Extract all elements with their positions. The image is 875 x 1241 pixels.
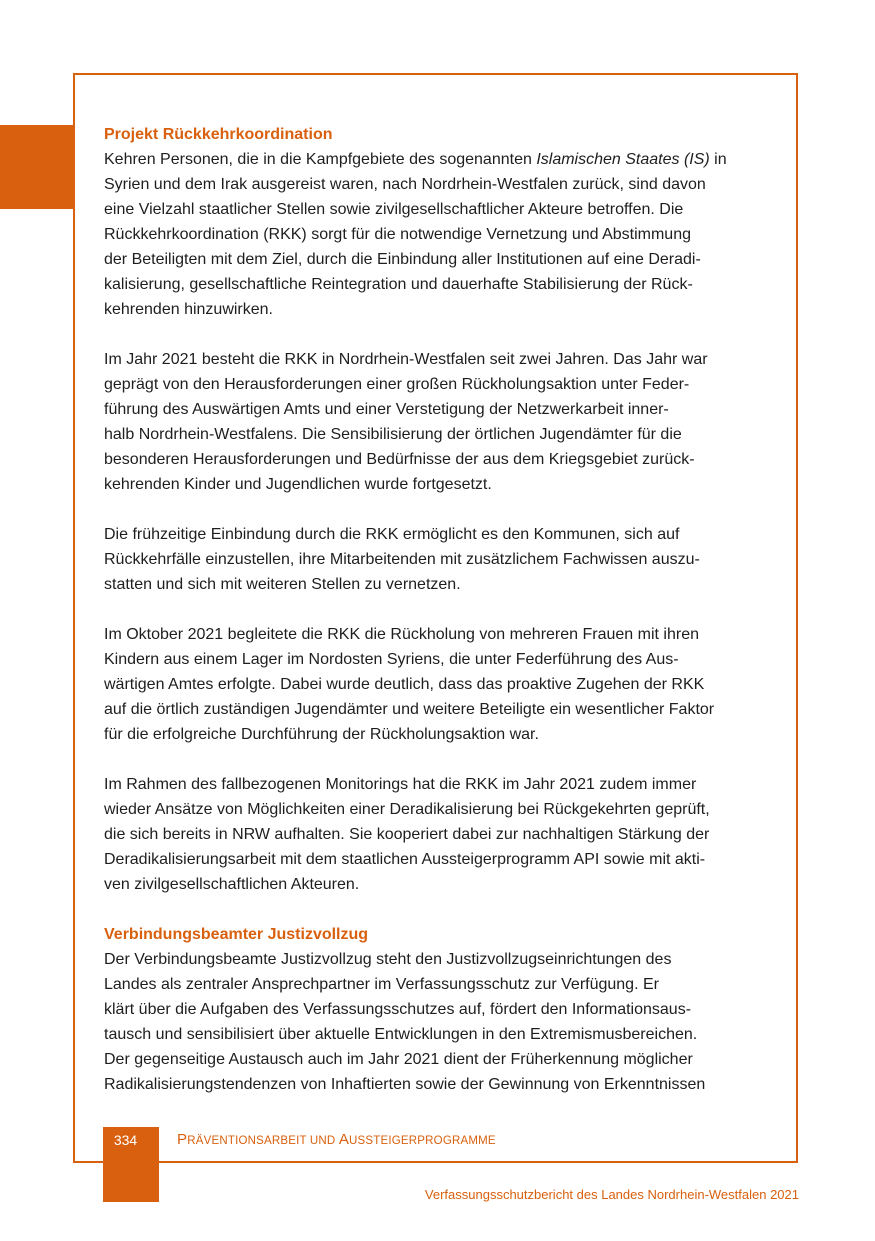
main-content bbox=[104, 122, 772, 1097]
section-heading-rueckkehrkoordination: Projekt Rückkehrkoordination bbox=[104, 126, 333, 143]
page-number: 334 bbox=[113, 1132, 138, 1148]
paragraph: Im Rahmen des fallbezogenen Monitorings hat die RKK im Jahr 2021 zudem immer wieder Ansätze von Möglichkeiten einer Deradikalisierung bei Rückgekehrten geprüft, die sich bereits in NRW aufhalten. Sie kooperiert dabei zur nachhaltigen Stärkung der Deradikalisierungsarbeit mit dem staatlichen Aussteigerprogramm API sowie mit akti- ven zivilgesellschaftlichen Akteuren. bbox=[104, 776, 710, 893]
chapter-side-tab bbox=[0, 125, 75, 209]
paragraph: Im Jahr 2021 besteht die RKK in Nordrhein-Westfalen seit zwei Jahren. Das Jahr war geprägt von den Herausforderungen einer großen Rückholungsaktion unter Feder- führung des Auswärtigen Amts und einer Verstetigung der Netzwerkarbeit inner- halb Nordrhein-Westfalens. Die Sensibilisierung der örtlichen Jugendämter für die besonderen Herausforderungen und Bedürfnisse der aus dem Kriegsgebiet zurück- kehrenden Kinder und Jugendlichen wurde fortgesetzt. bbox=[104, 351, 708, 493]
emphasis-text: Islamischen Staates (IS) bbox=[536, 151, 710, 168]
chapter-title: PRÄVENTIONSARBEIT UND AUSSTEIGERPROGRAMME bbox=[177, 1131, 496, 1148]
paragraph: Die frühzeitige Einbindung durch die RKK ermöglicht es den Kommunen, sich auf Rückkehrfälle einzustellen, ihre Mitarbeitenden mit zusätzlichem Fachwissen auszu- statten und sich mit weiteren Stellen zu vernetzen. bbox=[104, 526, 700, 593]
page-number-box bbox=[103, 1127, 159, 1202]
paragraph: Im Oktober 2021 begleitete die RKK die Rückholung von mehreren Frauen mit ihren Kindern aus einem Lager im Nordosten Syriens, die unter Federführung des Aus- wärtigen Amtes erfolgte. Dabei wurde deutlich, dass das proaktive Zugehen der RKK auf die örtlich zuständigen Jugendämter und weitere Beteiligte ein wesentlicher Faktor für die erfolgreiche Durchführung der Rückholungsaktion war. bbox=[104, 626, 715, 743]
paragraph: Der Verbindungsbeamte Justizvollzug steht den Justizvollzugseinrichtungen des Landes als zentraler Ansprechpartner im Verfassungsschutz zur Verfügung. Er klärt über die Aufgaben des Verfassungsschutzes auf, fördert den Informationsaus- tausch und sensibilisiert über aktuelle Entwicklungen in den Extremismusbereichen. Der gegenseitige Austausch auch im Jahr 2021 dient der Früherkennung möglicher Radikalisierungstendenzen von Inhaftierten sowie der Gewinnung von Erkenntnissen bbox=[104, 951, 706, 1093]
publication-footer: Verfassungsschutzbericht des Landes Nordrhein-Westfalen 2021 bbox=[424, 1187, 799, 1202]
paragraph: Kehren Personen, die in die Kampfgebiete des sogenannten Islamischen Staates (IS) in Syrien und dem Irak ausgereist waren, nach Nordrhein-Westfalen zurück, sind davon eine Vielzahl staatlicher Stellen sowie zivilgesellschaftlicher Akteure betroffen. Die Rückkehrkoordination (RKK) sorgt für die notwendige Vernetzung und Abstimmung der Beteiligten mit dem Ziel, durch die Einbindung aller Institutionen auf eine Deradi- kalisierung, gesellschaftliche Reintegration und dauerhafte Stabilisierung der Rück- kehrenden hinzuwirken. bbox=[104, 151, 727, 318]
section-heading-justizvollzug: Verbindungsbeamter Justizvollzug bbox=[104, 926, 369, 943]
